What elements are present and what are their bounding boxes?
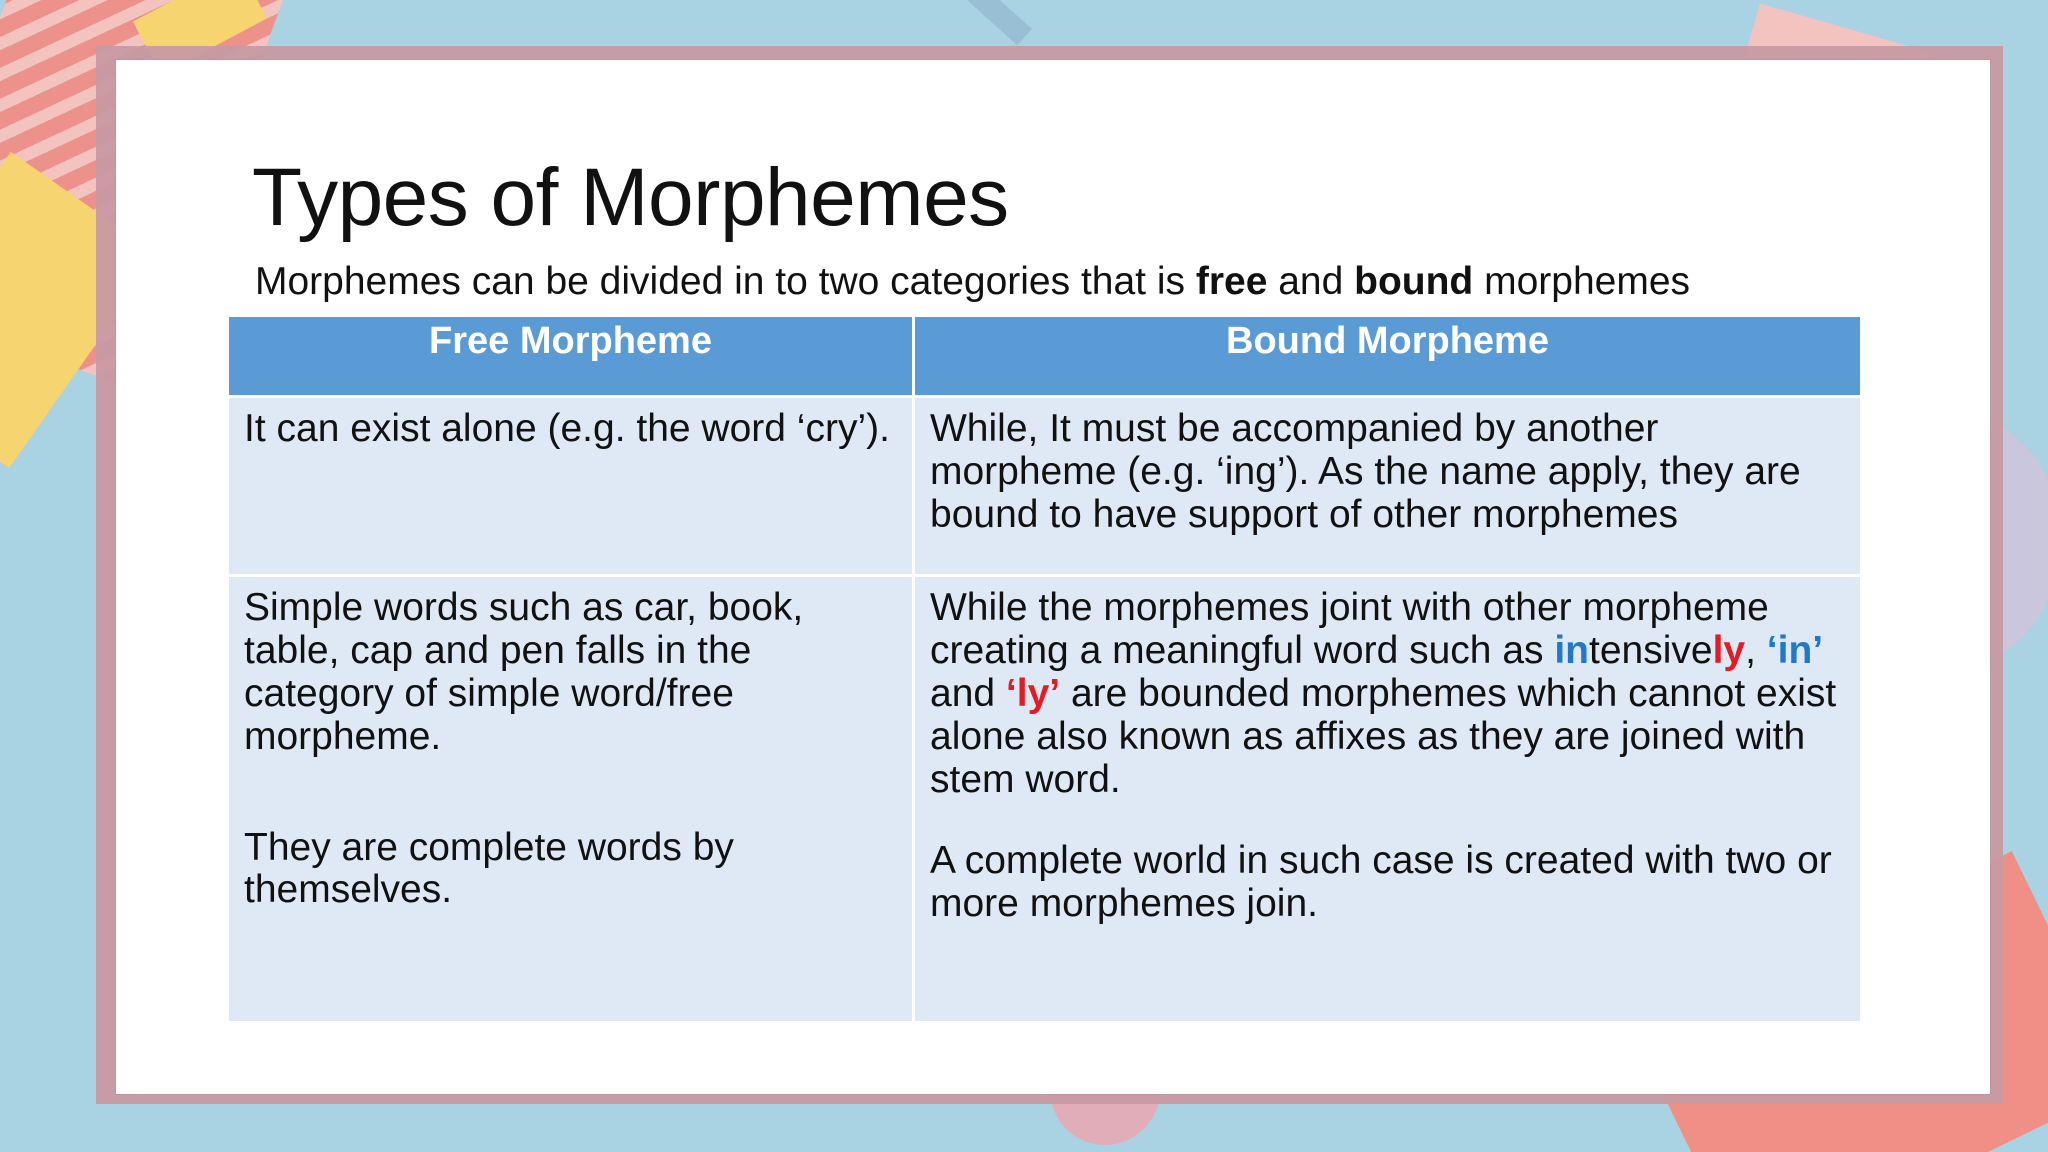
bound-morpheme-header: Bound Morpheme — [914, 316, 1862, 397]
bound-example-text-start: While the morphemes joint with other morpheme creating a meaningful word such as — [930, 586, 1769, 672]
slide-title: Types of Morphemes — [252, 152, 1009, 243]
subtitle-text-part-3: morphemes — [1473, 260, 1691, 303]
bound-definition-text: While, It must be accompanied by another morpheme (e.g. ‘ing’). As the name apply, they are bound to have support of other morphemes — [930, 407, 1801, 536]
subtitle-text-part-1: Morphemes can be divided in to two categories that is — [255, 260, 1196, 303]
bound-cell-row-2 — [914, 576, 1862, 1023]
free-cell-row-1 — [228, 397, 914, 576]
free-definition-text: It can exist alone (e.g. the word ‘cry’). — [244, 407, 890, 450]
subtitle-text-part-2: and — [1267, 260, 1355, 303]
table-row — [228, 576, 1862, 1023]
free-morpheme-header: Free Morpheme — [228, 316, 914, 397]
free-cell-row-2 — [228, 576, 914, 1023]
quoted-suffix-ly: ‘ly’ — [1005, 671, 1061, 715]
bound-cell-row-1 — [914, 397, 1862, 576]
subtitle-bound-term: bound — [1354, 260, 1474, 303]
slide-subtitle — [255, 259, 1855, 305]
prefix-in-highlight: in — [1554, 628, 1590, 672]
free-complete-word-paragraph: They are complete words by themselves. — [244, 825, 734, 912]
free-example-paragraph: Simple words such as car, book, table, cap and pen falls in the category of simple word/free morpheme. — [244, 586, 804, 758]
stem-tensive-text: tensive — [1589, 628, 1713, 672]
morphemes-table — [226, 314, 1863, 1024]
complete-world-paragraph: A complete world in such case is created with two or more morphemes join. — [930, 839, 1832, 926]
paragraph-spacer — [244, 759, 897, 827]
free-example-cell — [229, 577, 912, 912]
paragraph-spacer — [930, 801, 1845, 840]
decorative-line-top — [928, 0, 1032, 45]
table-row — [228, 397, 1862, 576]
bound-example-cell — [915, 577, 1860, 926]
comma-separator: , — [1745, 628, 1767, 672]
bound-example-text-rest: are bounded morphemes which cannot exist alone also known as affixes as they are joined with stem word. — [930, 671, 1837, 801]
and-connector: and — [930, 671, 1006, 715]
table-header-row — [228, 316, 1862, 397]
suffix-ly-highlight: ly — [1712, 628, 1746, 672]
quoted-prefix-in: ‘in’ — [1766, 628, 1824, 672]
subtitle-free-term: free — [1195, 260, 1268, 303]
